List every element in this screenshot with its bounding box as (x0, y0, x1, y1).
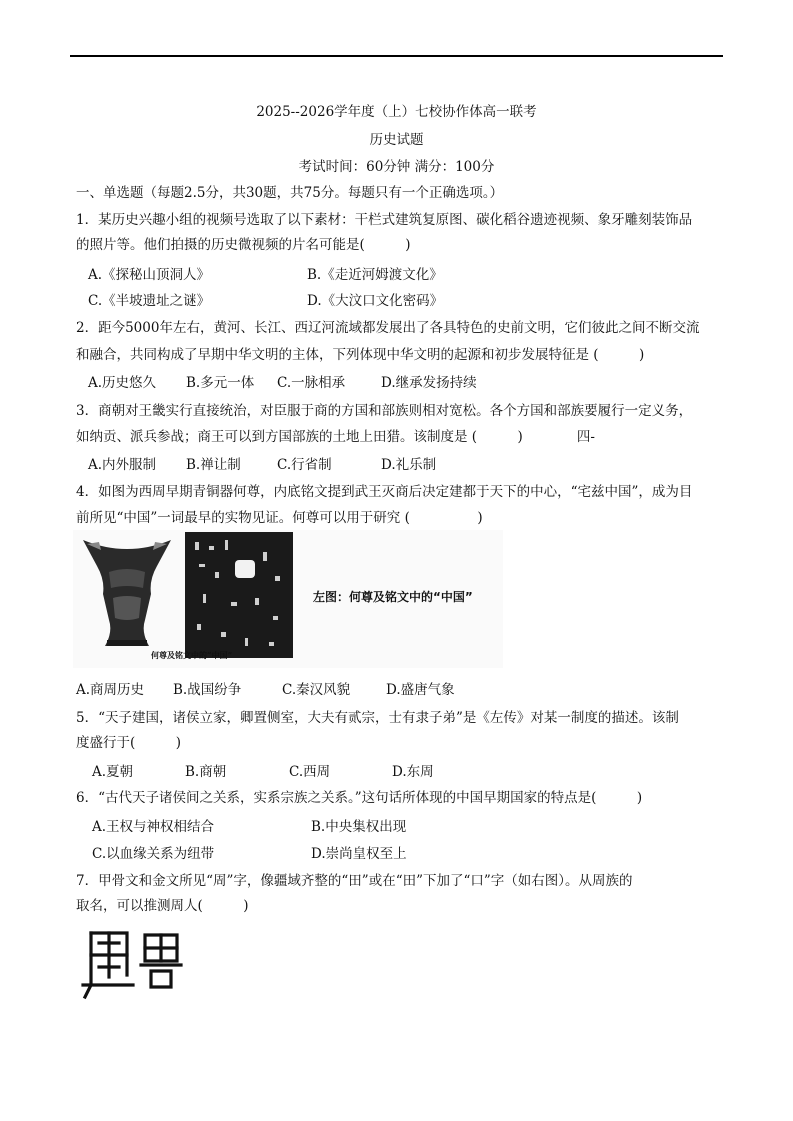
question-5-stem-line1: 5．“天子建国，诸侯立家，卿置侧室，大夫有贰宗，士有隶子弟”是《左传》对某一制度的描述。该制 (76, 710, 679, 726)
question-3-option-b: B.禅让制 (186, 457, 241, 473)
exam-info: 考试时间：60分钟 满分：100分 (298, 159, 495, 175)
question-1-stem-line2: 的照片等。他们拍摄的历史微视频的片名可能是( ) (76, 237, 411, 253)
question-3-stem-line2: 如纳贡、派兵参战；商王可以到方国部族的土地上田猎。该制度是 ( ) 四- (76, 429, 595, 445)
figure-caption: 左图：何尊及铭文中的“中国” (313, 590, 473, 604)
question-6-option-d: D.崇尚皇权至上 (311, 846, 407, 862)
he-zun-figure (73, 530, 503, 668)
question-2-option-c: C.一脉相承 (277, 375, 346, 391)
figure-small-caption: 何尊及铭文中的“中国” (151, 650, 233, 660)
question-4-stem-line1: 4．如图为西周早期青铜器何尊，内底铭文提到武王灭商后决定建都于天下的中心，“宅兹中国”，成为目 (76, 484, 693, 500)
question-7-stem-line2: 取名，可以推测周人( ) (76, 898, 249, 914)
question-4-stem-line2: 前所见“中国”一词最早的实物见证。何尊可以用于研究 ( ) (76, 510, 483, 526)
subject-title: 历史试题 (369, 132, 424, 148)
question-1-option-b: B.《走近河姆渡文化》 (307, 267, 443, 283)
question-4-option-b: B.战国纷争 (173, 682, 242, 698)
question-5-stem-line2: 度盛行于( ) (76, 735, 182, 751)
question-6-option-c: C.以血缘关系为纽带 (92, 846, 215, 862)
question-5-option-c: C.西周 (289, 764, 331, 780)
section-heading: 一、单选题（每题2.5分，共30题，共75分。每题只有一个正确选项。） (76, 185, 504, 201)
question-2-option-d: D.继承发扬持续 (381, 375, 477, 391)
question-1-option-d: D.《大汶口文化密码》 (307, 293, 444, 309)
header-rule (70, 55, 723, 57)
question-2-option-b: B.多元一体 (186, 375, 255, 391)
he-zun-vessel-image (79, 536, 175, 652)
question-1-option-a: A.《探秘山顶洞人》 (88, 267, 211, 283)
question-3-stem-line1: 3．商朝对王畿实行直接统治，对臣服于商的方国和部族则相对宽松。各个方国和部族要履行一定义务， (76, 403, 693, 419)
question-2-option-a: A.历史悠久 (88, 375, 157, 391)
zhongguo-highlight (235, 560, 255, 578)
question-3-option-d: D.礼乐制 (381, 457, 437, 473)
question-7-stem-line1: 7．甲骨文和金文所见“周”字，像疆域齐整的“田”或在“田”下加了“口”字（如右图）。从周族的 (76, 873, 633, 889)
zhou-character-glyphs (75, 925, 197, 1003)
question-6-stem: 6．“古代天子诸侯间之关系，实系宗族之关系。”这句话所体现的中国早期国家的特点是( ) (76, 790, 643, 806)
inscription-rubbing-image (185, 532, 293, 658)
question-3-option-a: A.内外服制 (88, 457, 157, 473)
question-1-option-c: C.《半坡遗址之谜》 (88, 293, 211, 309)
question-1-stem-line1: 1．某历史兴趣小组的视频号选取了以下素材：干栏式建筑复原图、碳化稻谷遗迹视频、象牙雕刻装饰品 (76, 212, 693, 228)
question-4-option-c: C.秦汉风貌 (282, 682, 351, 698)
question-4-option-a: A.商周历史 (76, 682, 145, 698)
question-4-option-d: D.盛唐气象 (386, 682, 455, 698)
question-2-stem-line1: 2．距今5000年左右，黄河、长江、西辽河流域都发展出了各具特色的史前文明，它们彼此之间不断交流 (76, 320, 700, 336)
question-2-stem-line2: 和融合，共同构成了早期中华文明的主体，下列体现中华文明的起源和初步发展特征是 ( ) (76, 347, 645, 363)
question-5-option-d: D.东周 (392, 764, 434, 780)
question-5-option-b: B.商朝 (185, 764, 227, 780)
question-5-option-a: A.夏朝 (92, 764, 134, 780)
exam-title: 2025--2026学年度（上）七校协作体高一联考 (256, 104, 537, 120)
question-6-option-b: B.中央集权出现 (311, 819, 407, 835)
question-6-option-a: A.王权与神权相结合 (92, 819, 215, 835)
question-3-option-c: C.行省制 (277, 457, 332, 473)
